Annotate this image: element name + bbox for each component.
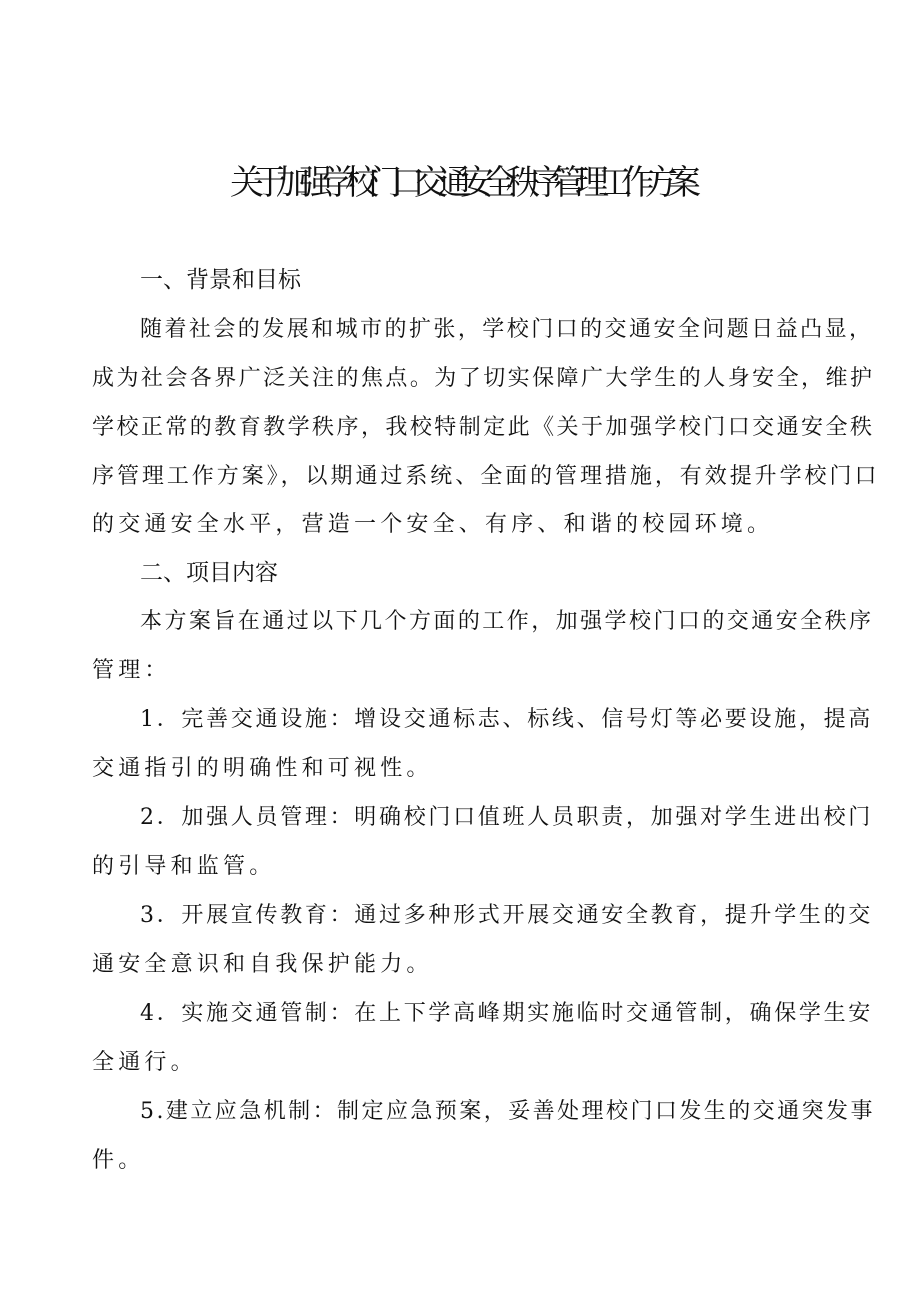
list-item-2-line: 2．加强人员管理：明确校门口值班人员职责，加强对学生进出校门 (140, 805, 873, 830)
paragraph-line: 的交通安全水平，营造一个安全、有序、和谐的校园环境。 (92, 512, 774, 537)
document-title: 关于加强学校门口交通安全秩序管理工作方案 (230, 163, 690, 203)
list-item-4-line: 全通行。 (92, 1050, 197, 1075)
paragraph-line: 成为社会各界广泛关注的焦点。为了切实保障广大学生的人身安全，维护 (92, 366, 875, 391)
list-item-3-line: 通安全意识和自我保护能力。 (92, 952, 433, 977)
paragraph-line: 学校正常的教育教学秩序，我校特制定此《关于加强学校门口交通安全秩 (92, 415, 875, 440)
paragraph-line: 序管理工作方案》，以期通过系统、全面的管理措施，有效提升学校门口 (92, 464, 880, 489)
list-item-2-line: 的引导和监管。 (92, 854, 276, 879)
list-item-5-line: 件。 (92, 1148, 145, 1173)
list-item-1-line: 1．完善交通设施：增设交通标志、标线、信号灯等必要设施，提高 (140, 707, 873, 732)
section-heading-content: 二、项目内容 (140, 560, 278, 586)
paragraph-line: 随着社会的发展和城市的扩张，学校门口的交通安全问题日益凸显， (140, 317, 874, 342)
intro-line: 管理： (92, 658, 171, 683)
intro-line: 本方案旨在通过以下几个方面的工作，加强学校门口的交通安全秩序 (140, 609, 874, 634)
section-heading-background: 一、背景和目标 (140, 267, 301, 293)
list-item-5-line: 5.建立应急机制：制定应急预案，妥善处理校门口发生的交通突发事 (140, 1099, 875, 1124)
list-item-3-line: 3．开展宣传教育：通过多种形式开展交通安全教育，提升学生的交 (140, 903, 873, 928)
list-item-1-line: 交通指引的明确性和可视性。 (92, 756, 433, 781)
list-item-4-line: 4．实施交通管制：在上下学高峰期实施临时交通管制，确保学生安 (140, 1001, 873, 1026)
